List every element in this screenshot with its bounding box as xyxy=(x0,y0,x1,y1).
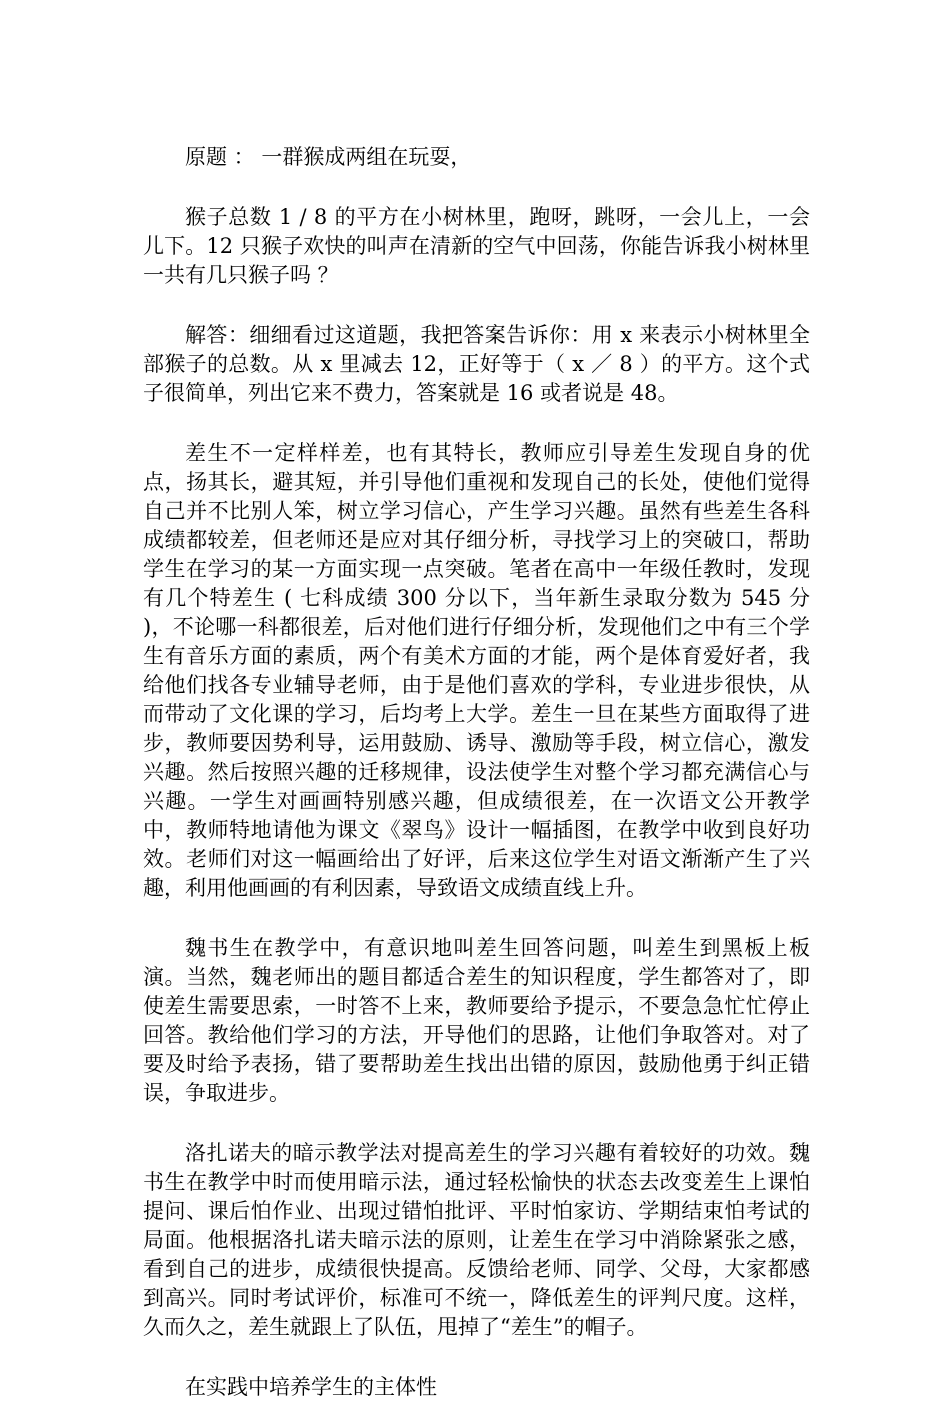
paragraph-suggestopedia: 洛扎诺夫的暗示教学法对提高差生的学习兴趣有着较好的功效。魏书生在教学中时而使用暗示法，通过轻松愉快的状态去改变差生上课怕提问、课后怕作业、出现过错怕批评、平时怕家访、学期结束怕考试的局面。他根据洛扎诺夫暗示法的原则，让差生在学习中消除紧张之感，看到自己的进步，成绩很快提高。反馈给老师、同学、父母，大家都感到高兴。同时考试评价，标准可不统一，降低差生的评判尺度。这样，久而久之，差生就跟上了队伍，甩掉了“差生”的帽子。 xyxy=(143,1141,810,1339)
paragraph-problem-title: 原题 ： 一群猴成两组在玩耍， xyxy=(185,145,472,169)
paragraph-problem-statement: 猴子总数 1 / 8 的平方在小树林里，跑呀，跳呀，一会儿上，一会儿下。12 只猴子欢快的叫声在清新的空气中回荡，你能告诉我小树林里一共有几只猴子吗 ？ xyxy=(143,205,810,287)
paragraph-answer: 解答：细细看过这道题，我把答案告诉你：用 x 来表示小树林里全部猴子的总数。从 x 里减去 12，正好等于（ x ／ 8 ）的平方。这个式子很简单，列出它来不费力，答案就是 16 或者说是 48。 xyxy=(143,323,810,405)
document-body xyxy=(143,143,810,1402)
paragraph-strengths: 差生不一定样样差，也有其特长，教师应引导差生发现自身的优点，扬其长，避其短，并引导他们重视和发现自己的长处，使他们觉得自己并不比别人笨，树立学习信心，产生学习兴趣。虽然有些差生各科成绩都较差，但老师还是应对其仔细分析，寻找学习上的突破口，帮助学生在学习的某一方面实现一点突破。笔者在高中一年级任教时，发现有几个特差生 ( 七科成绩 300 分以下，当年新生录取分数为 545 分 )，不论哪一科都很差，后对他们进行仔细分析，发现他们之中有三个学生有音乐方面的素质，两个有美术方面的才能，两个是体育爱好者，我给他们找各专业辅导老师，由于是他们喜欢的学科，专业进步很快，从而带动了文化课的学习，后均考上大学。差生一旦在某些方面取得了进步，教师要因势利导，运用鼓励、诱导、激励等手段，树立信心，激发兴趣。然后按照兴趣的迁移规律，设法使学生对整个学习都充满信心与兴趣。一学生对画画特别感兴趣，但成绩很差，在一次语文公开教学中，教师特地请他为课文《翠鸟》设计一幅插图，在教学中收到良好功效。老师们对这一幅画给出了好评，后来这位学生对语文渐渐产生了兴趣，利用他画画的有利因素，导致语文成绩直线上升。 xyxy=(143,441,810,900)
paragraph-wei-shusheng-questions: 魏书生在教学中，有意识地叫差生回答问题，叫差生到黑板上板演。当然，魏老师出的题目都适合差生的知识程度，学生都答对了，即使差生需要思索，一时答不上来，教师要给予提示，不要急急忙忙停止回答。教给他们学习的方法，开导他们的思路，让他们争取答对。对了要及时给予表扬，错了要帮助差生找出出错的原因，鼓励他勇于纠正错误，争取进步。 xyxy=(143,936,810,1105)
paragraph-section-heading: 在实践中培养学生的主体性 xyxy=(185,1375,437,1399)
